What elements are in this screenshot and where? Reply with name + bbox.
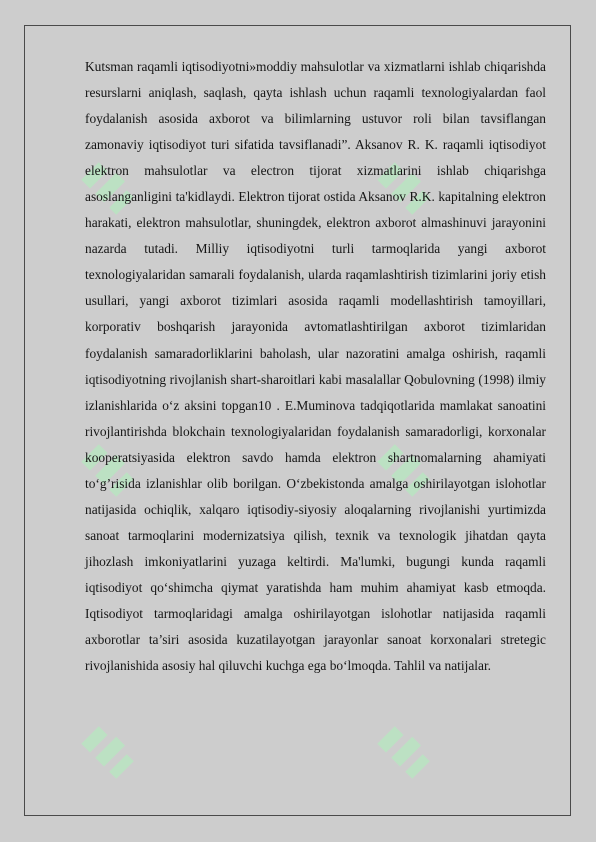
body-paragraph: Kutsman raqamli iqtisodiyotni»moddiy mahsulotlar va xizmatlarni ishlab chiqarishda resurslarni aniqlash, saqlash, qayta ishlash uchun raqamli texnologiyalardan faol foydalanish asosida axborot va bilimlarning ustuvor roli bilan tavsiflangan zamonaviy iqtisodiyot turi sifatida tavsiflanadi”. Aksanov R. K. raqamli iqtisodiyot elektron mahsulotlar va electron tijorat xizmatlarini ishlab chiqarishga asoslanganligini ta'kidlaydi. Elektron tijorat ostida Aksanov R.K. kapitalning elektron harakati, elektron mahsulotlar, shuningdek, elektron axborot almashinuvi jarayonini nazarda tutadi. Milliy iqtisodiyotni turli tarmoqlarida yangi axborot texnologiyalaridan samarali foydalanish, ularda raqamlashtirish tizimlarini joriy etish usullari, yangi axborot tizimlari asosida raqamli modellashtirish tamoyillari, korporativ boshqarish jarayonida avtomatlashtirilgan axborot tizimlaridan foydalanish samaradorliklarini baholash, ular nazoratini amalga oshirish, raqamli iqtisodiyotning rivojlanish shart-sharoitlari kabi masalallar Qobulovning (1998) ilmiy izlanishlarida o‘z aksini topgan10 . E.Muminova tadqiqotlarida mamlakat sanoatini rivojlantirishda blokchain texnologiyalaridan foydalanish samaradorligi, korxonalar kooperatsiyasida elektron savdo hamda elektron shartnomalarning ahamiyati to‘g’risida izlanishlar olib borilgan. O‘zbekistonda amalga oshirilayotgan islohotlar natijasida ochiqlik, xalqaro iqtisodiy-siyosiy aloqalarning rivojlanishi yurtimizda sanoat tarmoqlarini modernizatsiya qilish, texnik va texnologik jihatdan qayta jihozlash imkoniyatlarini yuzaga keltirdi. Ma'lumki, bugungi kunda raqamli iqtisodiyot qo‘shimcha qiymat yaratishda ham muhim ahamiyat kasb etmoqda. Iqtisodiyot tarmoqlaridagi amalga oshirilayotgan islohotlar natijasida raqamli axborotlar ta’siri asosida kuzatilayotgan jarayonlar sanoat korxonalari stretegic rivojlanishida asosiy hal qiluvchi kuchga ega bo‘lmoqda. Tahlil va natijalar.: [85, 59, 546, 674]
watermark-logo-icon: [76, 714, 146, 784]
watermark-logo-icon: [372, 714, 442, 784]
